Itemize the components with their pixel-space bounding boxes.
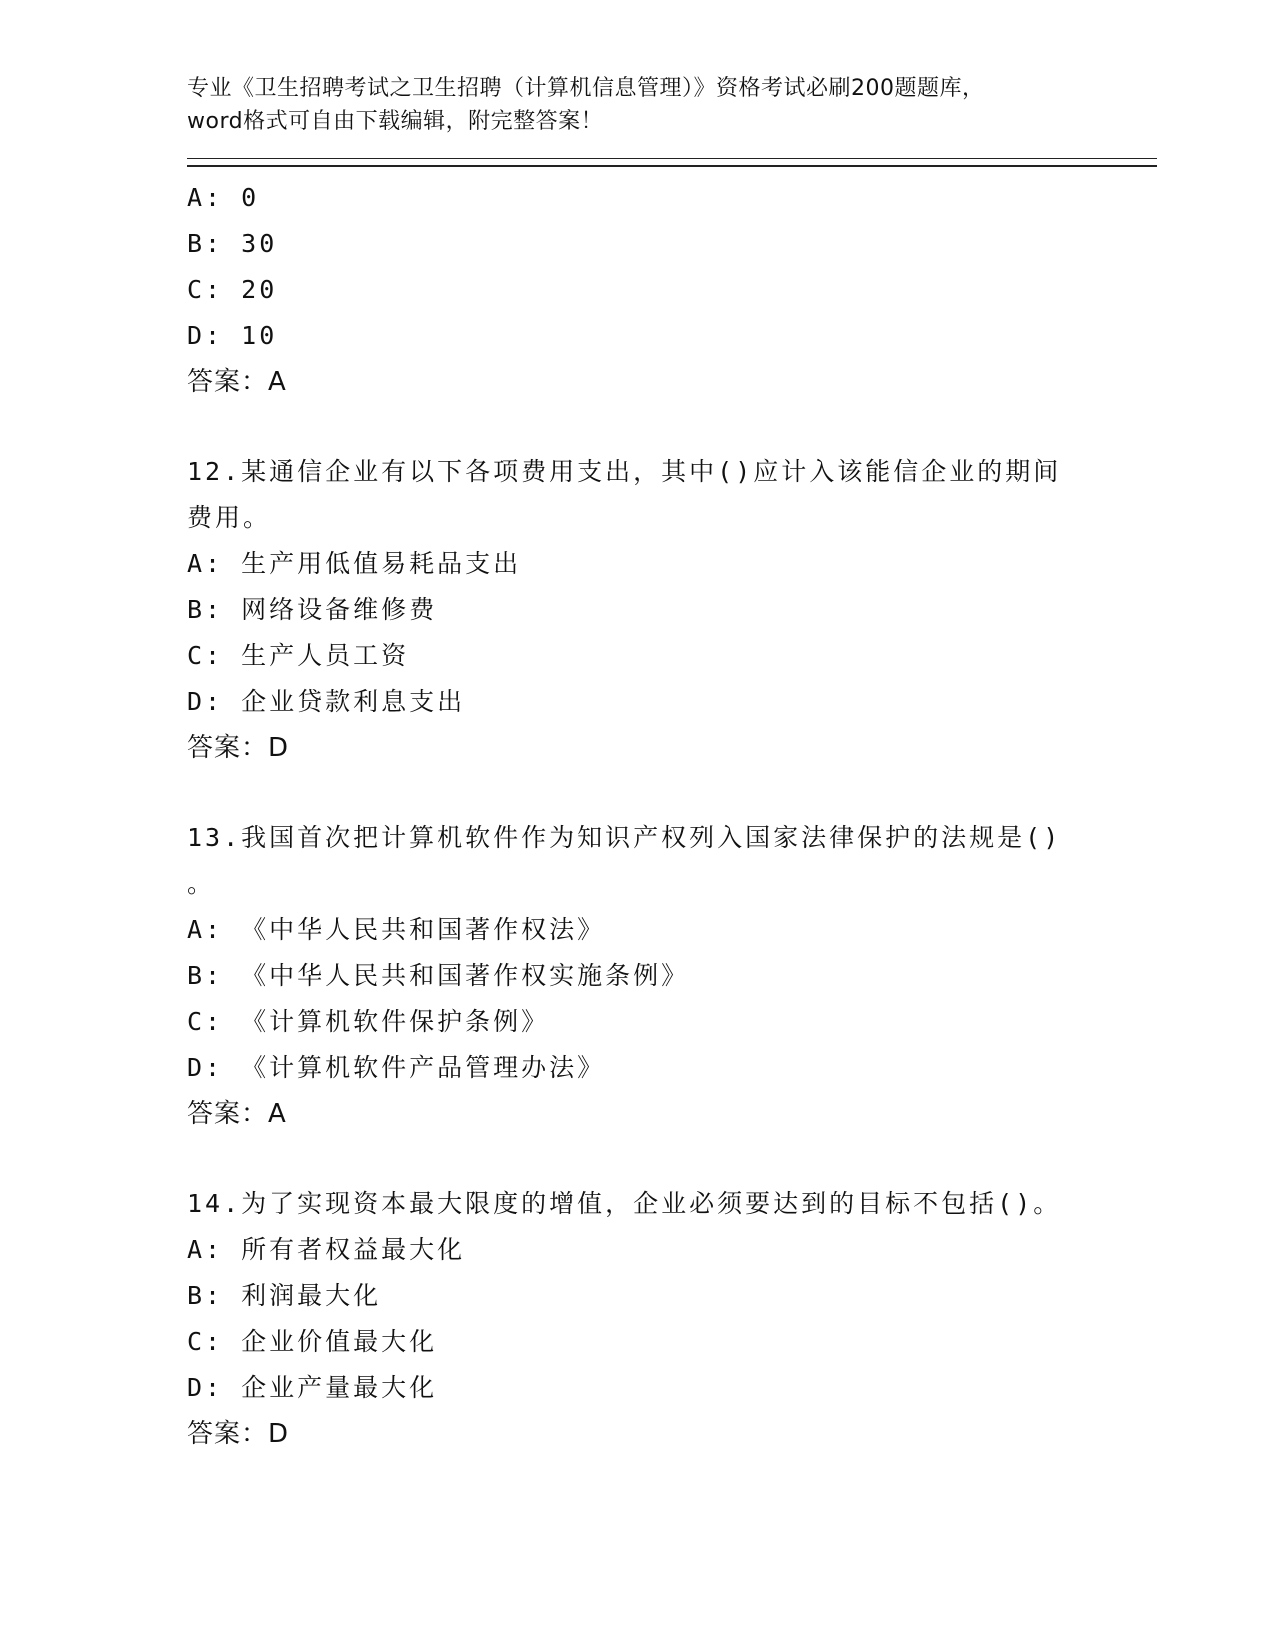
- question-stem-continued: 费用。: [187, 503, 272, 532]
- option-d: D: 企业贷款利息支出: [187, 687, 466, 716]
- option-b: B: 30: [187, 229, 278, 258]
- option-a: A: 所有者权益最大化: [187, 1235, 466, 1264]
- answer: 答案：A: [187, 367, 287, 397]
- header-title-line-2: word格式可自由下载编辑，附完整答案！: [187, 109, 604, 134]
- option-a: A: 生产用低值易耗品支出: [187, 549, 522, 578]
- option-a: A: 《中华人民共和国著作权法》: [187, 915, 606, 944]
- option-b: B: 网络设备维修费: [187, 595, 438, 624]
- option-b: B: 利润最大化: [187, 1281, 382, 1310]
- question-stem: 14.为了实现资本最大限度的增值，企业必须要达到的目标不包括()。: [187, 1189, 1062, 1218]
- option-c: C: 《计算机软件保护条例》: [187, 1007, 550, 1036]
- question-stem: 12.某通信企业有以下各项费用支出，其中()应计入该能信企业的期间: [187, 457, 1062, 486]
- option-a: A: 0: [187, 183, 260, 212]
- question-14: [187, 1181, 1157, 1457]
- option-d: D: 《计算机软件产品管理办法》: [187, 1053, 606, 1082]
- option-c: C: 企业价值最大化: [187, 1327, 438, 1356]
- document-header: [187, 72, 1157, 138]
- header-divider: [187, 158, 1157, 167]
- header-title-line-1: 专业《卫生招聘考试之卫生招聘（计算机信息管理）》资格考试必刷200题题库，: [187, 76, 985, 101]
- question-13: [187, 815, 1157, 1137]
- option-c: C: 20: [187, 275, 278, 304]
- question-stem: 13.我国首次把计算机软件作为知识产权列入国家法律保护的法规是(): [187, 823, 1062, 852]
- document-page: [187, 72, 1157, 1457]
- question-12: [187, 449, 1157, 771]
- option-c: C: 生产人员工资: [187, 641, 410, 670]
- answer: 答案：D: [187, 733, 290, 763]
- option-d: D: 企业产量最大化: [187, 1373, 438, 1402]
- answer: 答案：D: [187, 1419, 290, 1449]
- answer: 答案：A: [187, 1099, 287, 1129]
- question-stem-continued: 。: [187, 869, 216, 898]
- question-11: [187, 175, 1157, 405]
- option-d: D: 10: [187, 321, 278, 350]
- option-b: B: 《中华人民共和国著作权实施条例》: [187, 961, 690, 990]
